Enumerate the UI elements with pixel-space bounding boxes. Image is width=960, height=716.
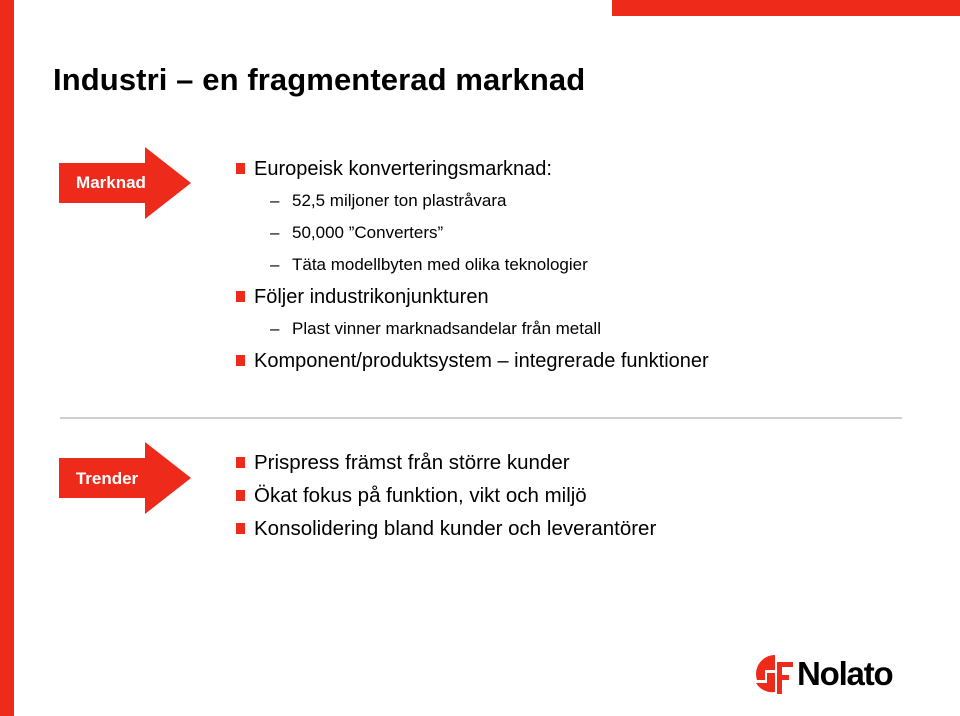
bullet-text: Prispress främst från större kunder (254, 451, 570, 474)
square-bullet-icon (236, 163, 245, 174)
sub-bullet-text: Plast vinner marknadsandelar från metall (292, 319, 601, 338)
nolato-logo-icon (753, 652, 797, 696)
bullet-text: Konsolidering bland kunder och leverantörer (254, 517, 657, 540)
bullet-item (236, 345, 709, 377)
logo-text: Nolato (797, 655, 893, 692)
dash-bullet-icon: – (270, 191, 280, 210)
bullet-item (236, 479, 656, 512)
marknad-bullet-list (236, 153, 709, 377)
dash-bullet-icon: – (270, 223, 280, 242)
dash-bullet-icon: – (270, 319, 280, 338)
marknad-label: Marknad (76, 173, 146, 192)
bullet-text: Ökat fokus på funktion, vikt och miljö (254, 484, 587, 507)
top-accent-bar (612, 0, 960, 16)
marknad-arrow-tag (59, 147, 191, 219)
section-divider (60, 417, 902, 419)
square-bullet-icon (236, 457, 245, 468)
sub-bullet-text: 50,000 ”Converters” (292, 223, 444, 242)
bullet-text: Komponent/produktsystem – integrerade funktioner (254, 350, 709, 372)
bullet-item (236, 281, 709, 313)
trender-bullet-list (236, 446, 656, 545)
left-accent-bar (0, 0, 14, 716)
bullet-item (236, 446, 656, 479)
bullet-item (236, 512, 656, 545)
sub-bullet-item (236, 217, 709, 249)
square-bullet-icon (236, 355, 245, 366)
sub-bullet-text: Täta modellbyten med olika teknologier (292, 255, 588, 274)
square-bullet-icon (236, 490, 245, 501)
nolato-logo (753, 652, 913, 696)
slide-title: Industri – en fragmenterad marknad (53, 62, 586, 97)
sub-bullet-item (236, 313, 709, 345)
bullet-item (236, 153, 709, 185)
square-bullet-icon (236, 523, 245, 534)
dash-bullet-icon: – (270, 255, 280, 274)
bullet-text: Följer industrikonjunkturen (254, 286, 489, 308)
trender-label: Trender (75, 469, 139, 488)
square-bullet-icon (236, 291, 245, 302)
sub-bullet-item (236, 249, 709, 281)
bullet-text: Europeisk konverteringsmarknad: (254, 158, 552, 180)
sub-bullet-item (236, 185, 709, 217)
trender-arrow-tag (59, 442, 191, 514)
sub-bullet-text: 52,5 miljoner ton plastråvara (292, 191, 507, 210)
